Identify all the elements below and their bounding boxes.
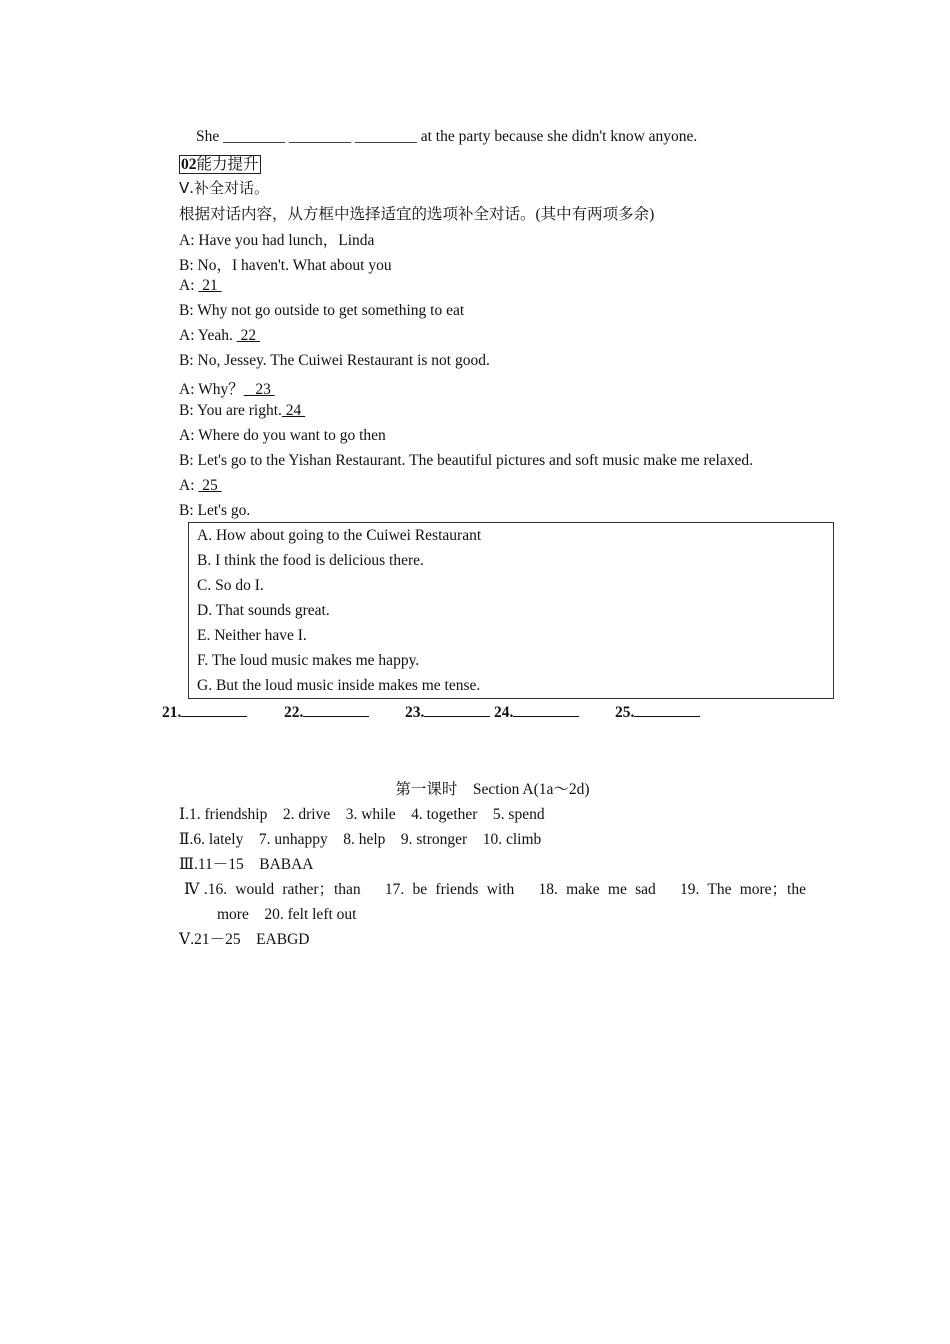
answer-slot-23[interactable]: 23. bbox=[405, 702, 490, 722]
option-e: E. Neither have I. bbox=[197, 627, 307, 644]
dialogue-line bbox=[179, 327, 260, 345]
option-c: C. So do I. bbox=[197, 577, 264, 594]
dialogue-line bbox=[179, 377, 275, 399]
answer-line[interactable] bbox=[513, 702, 579, 717]
dialogue-line bbox=[179, 502, 250, 520]
dialogue-line bbox=[179, 228, 374, 250]
dialogue-line bbox=[179, 352, 490, 370]
dialogue-text: A: Where do you want to go then bbox=[179, 427, 386, 444]
answer-slot-25[interactable]: 25. bbox=[615, 702, 700, 722]
dialogue-text: A: Have you had lunch，Linda bbox=[179, 232, 375, 249]
sentence-prefix: She bbox=[196, 128, 220, 145]
key-line-4-cont: more 20. felt left out bbox=[217, 906, 357, 923]
instruction: 根据对话内容，从方框中选择适宜的选项补全对话。(其中有两项多余) bbox=[179, 206, 655, 223]
option-a: A. How about going to the Cuiwei Restaurant bbox=[197, 527, 482, 544]
answer-blank-25[interactable]: 25 bbox=[198, 477, 222, 494]
sentence-suffix: at the party because she didn't know anyone. bbox=[420, 128, 698, 145]
answer-label: 24 bbox=[494, 704, 510, 721]
dialogue-line bbox=[179, 427, 386, 445]
answer-blank-22[interactable]: 22 bbox=[236, 327, 260, 344]
options-box bbox=[188, 522, 834, 699]
answer-label: 21 bbox=[162, 704, 178, 721]
answer-label: 22 bbox=[284, 704, 300, 721]
answer-slot-22[interactable]: 22. bbox=[284, 702, 369, 722]
section-label: 能力提升 bbox=[196, 156, 259, 173]
dialogue-line bbox=[179, 253, 392, 275]
key-line-3: Ⅲ.11－15 BABAA bbox=[179, 856, 314, 873]
dialogue-text: B: No，I haven't. What about you bbox=[179, 257, 392, 274]
answer-label: 23 bbox=[405, 704, 421, 721]
dialogue-line bbox=[179, 277, 222, 295]
dialogue-text: A: bbox=[179, 477, 199, 494]
answer-blank-23[interactable]: 23 bbox=[243, 381, 275, 398]
fill-blank-sentence bbox=[196, 128, 697, 146]
dialogue-line bbox=[179, 302, 464, 320]
answer-slot-21[interactable]: 21. bbox=[162, 702, 247, 722]
key-title: 第一课时 Section A(1a～2d) bbox=[395, 781, 590, 798]
answer-line[interactable] bbox=[303, 702, 369, 717]
answer-line[interactable] bbox=[634, 702, 700, 717]
section-number: 02 bbox=[181, 156, 197, 173]
dialogue-text: B: Let's go to the Yishan Restaurant. The beautiful pictures and soft music make me relaxed. bbox=[179, 452, 753, 469]
answer-label: 25 bbox=[615, 704, 631, 721]
answer-line[interactable] bbox=[181, 702, 247, 717]
dialogue-text: A: Why？ bbox=[179, 381, 244, 398]
dialogue-text: B: You are right. bbox=[179, 402, 282, 419]
section-badge-box bbox=[179, 155, 261, 174]
blank-2[interactable]: ________ bbox=[289, 128, 351, 145]
answer-slot-24[interactable]: 24. bbox=[494, 702, 579, 722]
option-g: G. But the loud music inside makes me tense. bbox=[197, 677, 481, 694]
answer-blank-24[interactable]: 24 bbox=[281, 402, 306, 419]
dialogue-text: B: No, Jessey. The Cuiwei Restaurant is not good. bbox=[179, 352, 490, 369]
key-line-2: Ⅱ.6. lately 7. unhappy 8. help 9. stronger 10. climb bbox=[179, 831, 542, 848]
option-d: D. That sounds great. bbox=[197, 602, 330, 619]
answer-row bbox=[0, 702, 950, 724]
dialogue-text: A: bbox=[179, 277, 199, 294]
key-line-1: Ⅰ.1. friendship 2. drive 3. while 4. together 5. spend bbox=[179, 806, 545, 823]
answer-line[interactable] bbox=[424, 702, 490, 717]
key-line-4: Ⅳ.16. would rather；than 17. be friends with 18. make me sad 19. The more；the bbox=[184, 881, 806, 898]
dialogue-line bbox=[179, 477, 222, 495]
option-b: B. I think the food is delicious there. bbox=[197, 552, 424, 569]
dialogue-text: B: Why not go outside to get something to eat bbox=[179, 302, 465, 319]
dialogue-line bbox=[179, 452, 753, 470]
answer-blank-21[interactable]: 21 bbox=[198, 277, 222, 294]
blank-3[interactable]: ________ bbox=[354, 128, 417, 145]
dialogue-line bbox=[179, 402, 305, 420]
section-badge bbox=[179, 152, 261, 174]
dialogue-text: B: Let's go. bbox=[179, 502, 251, 519]
option-f: F. The loud music makes me happy. bbox=[197, 652, 420, 669]
key-line-5: Ⅴ.21－25 EABGD bbox=[179, 931, 310, 948]
part-heading: Ⅴ.补全对话。 bbox=[179, 179, 270, 197]
blank-1[interactable]: ________ bbox=[223, 128, 286, 145]
dialogue-text: A: Yeah. bbox=[179, 327, 237, 344]
